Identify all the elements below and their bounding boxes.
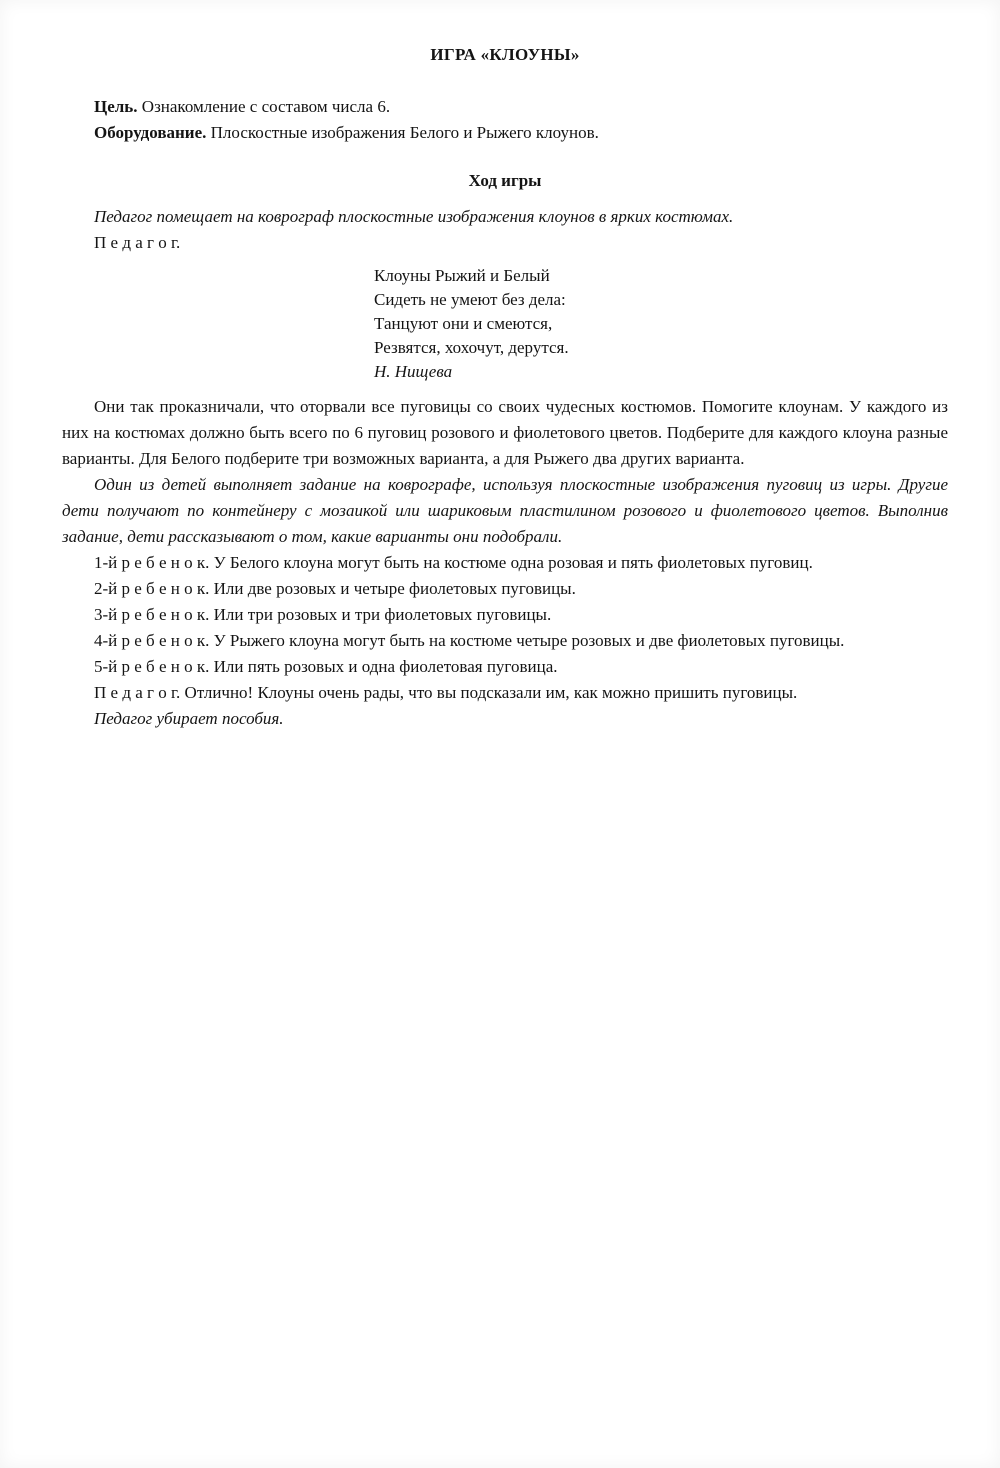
dialogue-speaker: 4-й р е б е н о к. <box>94 631 210 650</box>
poem-line: Клоуны Рыжий и Белый <box>374 266 550 285</box>
dialogue-line <box>62 654 948 680</box>
equipment-line <box>62 120 948 146</box>
page-title: ИГРА «КЛОУНЫ» <box>430 45 580 64</box>
poem-line: Сидеть не умеют без дела: <box>374 290 566 309</box>
dialogue-text: У Рыжего клоуна могут быть на костюме четыре розовых и две фиолетовых пуговицы. <box>209 631 845 650</box>
equipment-text: Плоскостные изображения Белого и Рыжего клоунов. <box>206 123 599 142</box>
dialogue-text: У Белого клоуна могут быть на костюме одна розовая и пять фиолетовых пуговиц. <box>209 553 813 572</box>
equipment-label: Оборудование. <box>94 123 207 142</box>
document-page <box>0 0 1000 732</box>
dialogue-speaker: 3-й р е б е н о к. <box>94 605 210 624</box>
paragraph-task: Они так проказничали, что оторвали все пуговицы со своих чудесных костюмов. Помогите клоунам. У каждого из них на костюмах должно быть всего по 6 пуговиц розового и фиолетового цветов. Подберите для каждого клоуна разные варианты. Для Белого подберите три возможных варианта, а для Рыжего два других варианта. <box>62 397 948 468</box>
poem-line: Резвятся, хохочут, дерутся. <box>374 338 569 357</box>
dialogue-line <box>62 628 948 654</box>
speaker-intro-line: П е д а г о г. <box>94 233 181 252</box>
dialogue-speaker: 5-й р е б е н о к. <box>94 657 210 676</box>
goal-line <box>62 94 948 120</box>
goal-text: Ознакомление с составом числа 6. <box>137 97 391 116</box>
dialogue-text: Или три розовых и три фиолетовых пуговицы. <box>209 605 552 624</box>
dialogue-text: Отлично! Клоуны очень рады, что вы подсказали им, как можно пришить пуговицы. <box>180 683 798 702</box>
goal-label: Цель. <box>94 97 138 116</box>
poem-block <box>374 264 948 384</box>
closing-direction: Педагог убирает пособия. <box>94 709 284 728</box>
dialogue-speaker: 2-й р е б е н о к. <box>94 579 210 598</box>
dialogue-speaker: 1-й р е б е н о к. <box>94 553 210 572</box>
stage-direction-1: Педагог помещает на коврограф плоскостные изображения клоунов в ярких костюмах. <box>94 207 734 226</box>
dialogue-text: Или две розовых и четыре фиолетовых пуговицы. <box>209 579 576 598</box>
dialogue-line <box>62 576 948 602</box>
dialogue-line <box>62 680 948 706</box>
dialogue-text: Или пять розовых и одна фиолетовая пуговица. <box>209 657 558 676</box>
poem-line: Танцуют они и смеются, <box>374 314 553 333</box>
stage-direction-2: Один из детей выполняет задание на коврографе, используя плоскостные изображения пуговиц из игры. Другие дети получают по контейнеру с мозаикой или шариковым пластилином розового и фиолетового цветов. Выполнив задание, дети рассказывают о том, какие варианты они подобрали. <box>62 475 948 546</box>
poem-author: Н. Нищева <box>374 362 453 381</box>
dialogue-speaker: П е д а г о г. <box>94 683 181 702</box>
dialogue-line <box>62 602 948 628</box>
section-heading: Ход игры <box>468 171 542 190</box>
dialogue-line <box>62 550 948 576</box>
